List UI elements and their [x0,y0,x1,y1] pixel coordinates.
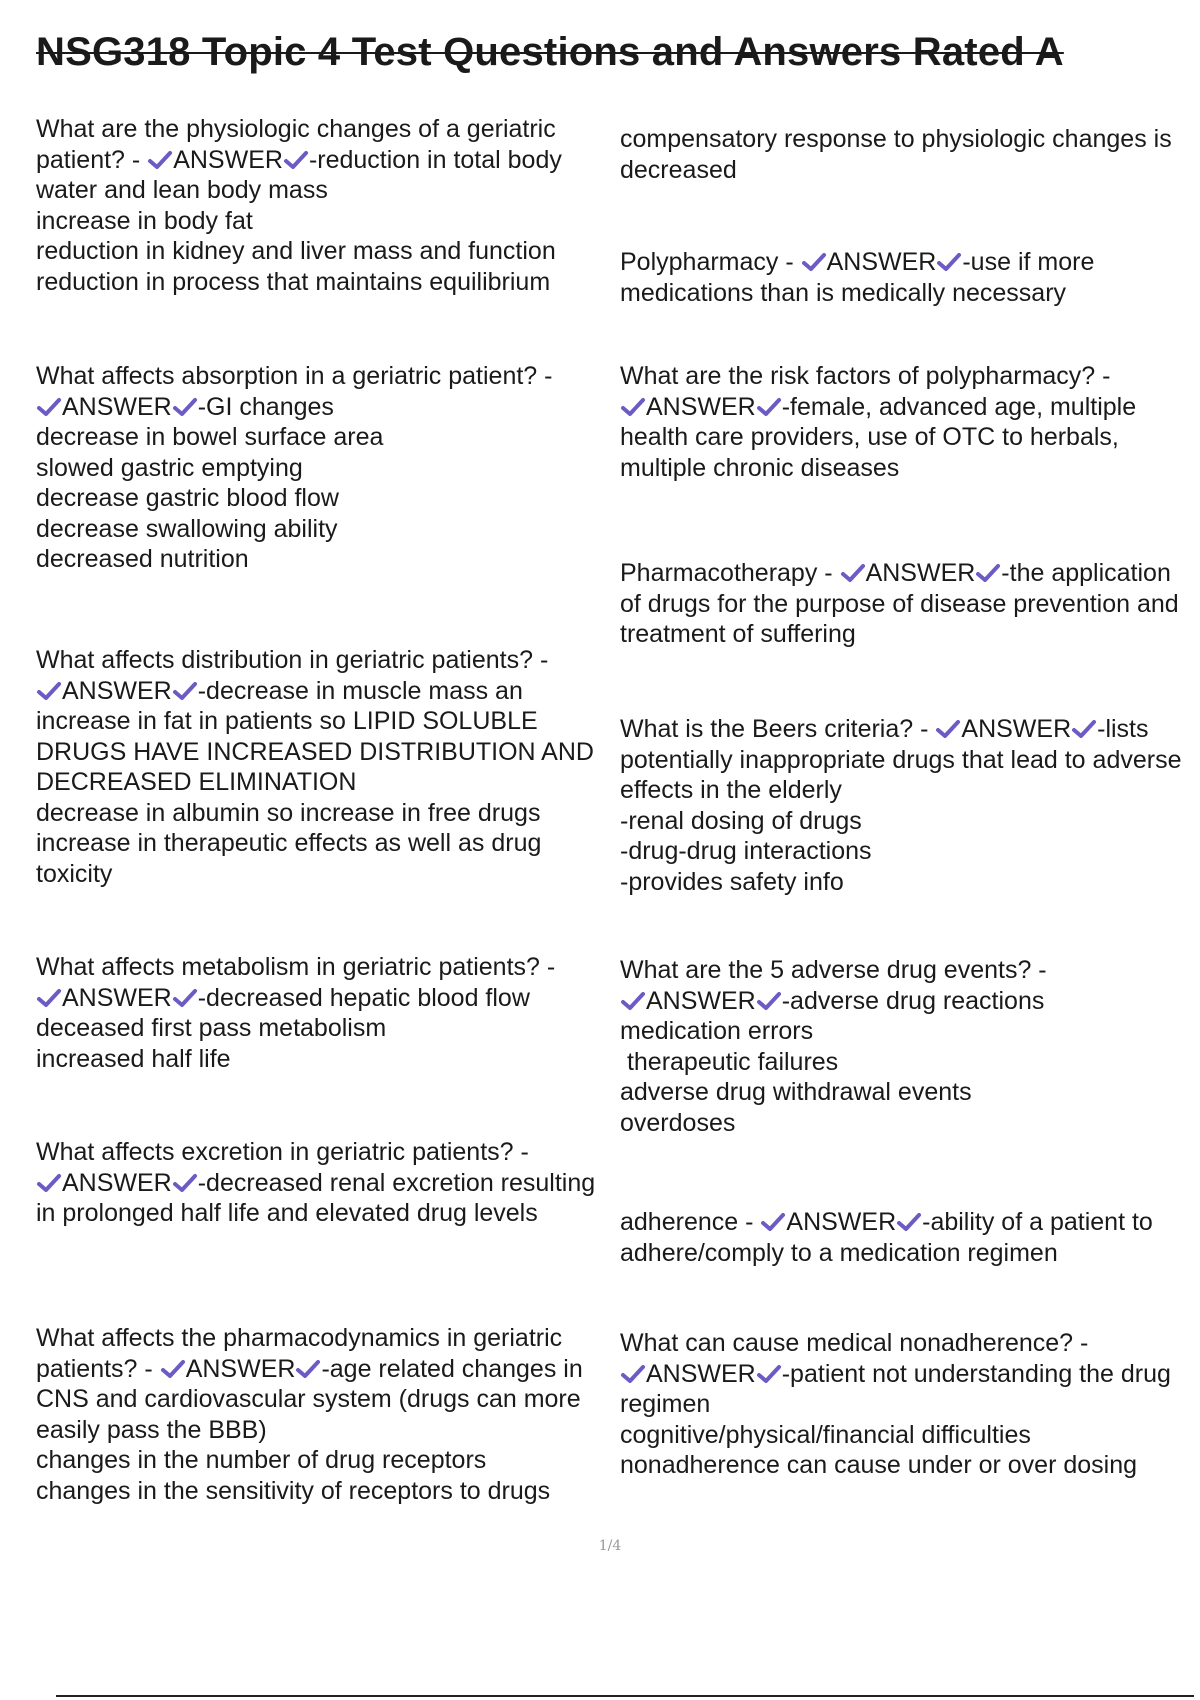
qa-item-compensatory-continuation [620,124,1190,185]
answer-text: -GI changes decrease in bowel surface area slowed gastric emptying decrease gastric blood flow decrease swallowing ability decreased nutrition [36,392,384,573]
answer-text: compensatory response to physiologic changes is decreased [620,125,1179,184]
check-icon [840,563,866,583]
check-icon [172,988,198,1008]
answer-text: -female, advanced age, multiple health care providers, use of OTC to herbals, multiple chronic diseases [620,392,1144,482]
answer-label: ANSWER [786,1208,897,1236]
page-bottom-rule [56,1695,1194,1697]
question-text: adherence - [620,1208,754,1236]
check-icon [36,988,62,1008]
question-text: What affects metabolism in geriatric patients? - [36,953,556,981]
check-icon [172,1173,198,1193]
question-text: What affects the pharmacodynamics in geriatric patients? - [36,1324,570,1383]
answer-text: -decreased renal excretion resulting in prolonged half life and elevated drug levels [36,1168,603,1227]
check-icon [756,1364,782,1384]
qa-item-metabolism [36,952,606,1074]
answer-label: ANSWER [826,248,937,276]
qa-item-nonadherence [620,1328,1190,1481]
question-text: What are the risk factors of polypharmacy? - [620,362,1111,390]
answer-text: -adverse drug reactions medication errors therapeutic failures adverse drug withdrawal events overdoses [620,986,1045,1137]
qa-item-beers-criteria [620,714,1190,897]
check-icon [756,397,782,417]
answer-text: -reduction in total body water and lean body mass increase in body fat reduction in kidney and liver mass and function reduction in process that maintains equilibrium [36,145,562,296]
qa-item-pharmacodynamics [36,1323,606,1506]
answer-text: -lists potentially inappropriate drugs that lead to adverse effects in the elderly -renal dosing of drugs -drug-drug interactions -provides safety info [620,715,1182,896]
check-icon [147,150,173,170]
check-icon [620,991,646,1011]
answer-label: ANSWER [646,986,756,1015]
question-text: What affects distribution in geriatric patients? - [36,646,549,674]
qa-item-adverse-drug-events [620,955,1190,1138]
answer-text: -use if more medications than is medically necessary [620,248,1102,307]
answer-label: ANSWER [62,392,172,421]
check-icon [1071,719,1097,739]
question-text: What affects excretion in geriatric patients? - [36,1138,529,1166]
qa-item-polypharmacy-risk-factors [620,361,1190,483]
answer-text: -patient not understanding the drug regimen cognitive/physical/financial difficulties nonadherence can cause under or over dosing [620,1359,1171,1479]
check-icon [172,681,198,701]
qa-item-adherence [620,1207,1190,1268]
answer-label: ANSWER [62,676,172,705]
check-icon [36,397,62,417]
check-icon [620,1364,646,1384]
check-icon [620,397,646,417]
qa-item-pharmacotherapy [620,558,1190,650]
answer-label: ANSWER [62,1168,172,1197]
question-text: What can cause medical nonadherence? - [620,1329,1089,1357]
answer-label: ANSWER [646,392,756,421]
check-icon [160,1359,186,1379]
question-text: What are the physiologic changes of a geriatric patient? - [36,115,563,174]
check-icon [936,252,962,272]
answer-text: -decreased hepatic blood flow deceased first pass metabolism increased half life [36,983,530,1073]
check-icon [172,397,198,417]
answer-text: -age related changes in CNS and cardiovascular system (drugs can more easily pass the BBB) changes in the number of drug receptors changes in the sensitivity of receptors to drugs [36,1354,583,1505]
qa-item-absorption [36,361,606,575]
question-text: Pharmacotherapy - [620,559,833,587]
check-icon [935,719,961,739]
check-icon [36,681,62,701]
question-text: What are the 5 adverse drug events? - [620,956,1047,984]
page-indicator: 1/4 [598,1538,622,1554]
answer-label: ANSWER [185,1354,296,1383]
qa-item-physiologic-changes [36,114,606,297]
check-icon [896,1212,922,1232]
qa-item-excretion [36,1137,606,1229]
answer-label: ANSWER [865,559,976,587]
check-icon [760,1212,786,1232]
check-icon [756,991,782,1011]
question-text: What affects absorption in a geriatric patient? - [36,362,553,390]
answer-text: -the application of drugs for the purpose of disease prevention and treatment of suffering [620,559,1186,648]
check-icon [295,1359,321,1379]
answer-label: ANSWER [646,1359,756,1388]
check-icon [283,150,309,170]
document-title: NSG318 Topic 4 Test Questions and Answers Rated A [36,30,1064,74]
check-icon [36,1173,62,1193]
answer-label: ANSWER [62,983,172,1012]
check-icon [975,563,1001,583]
question-text: What is the Beers criteria? - [620,715,929,743]
answer-text: -ability of a patient to adhere/comply to a medication regimen [620,1208,1160,1267]
qa-item-distribution [36,645,606,889]
answer-label: ANSWER [961,715,1072,743]
qa-item-polypharmacy [620,247,1190,308]
check-icon [801,252,827,272]
question-text: Polypharmacy - [620,248,794,276]
answer-text: -decrease in muscle mass an increase in fat in patients so LIPID SOLUBLE DRUGS HAVE INCREASED DISTRIBUTION AND DECREASED ELIMINATION decrease in albumin so increase in free drugs increase in therapeutic effects as well as drug toxicity [36,676,594,888]
answer-label: ANSWER [173,145,283,174]
